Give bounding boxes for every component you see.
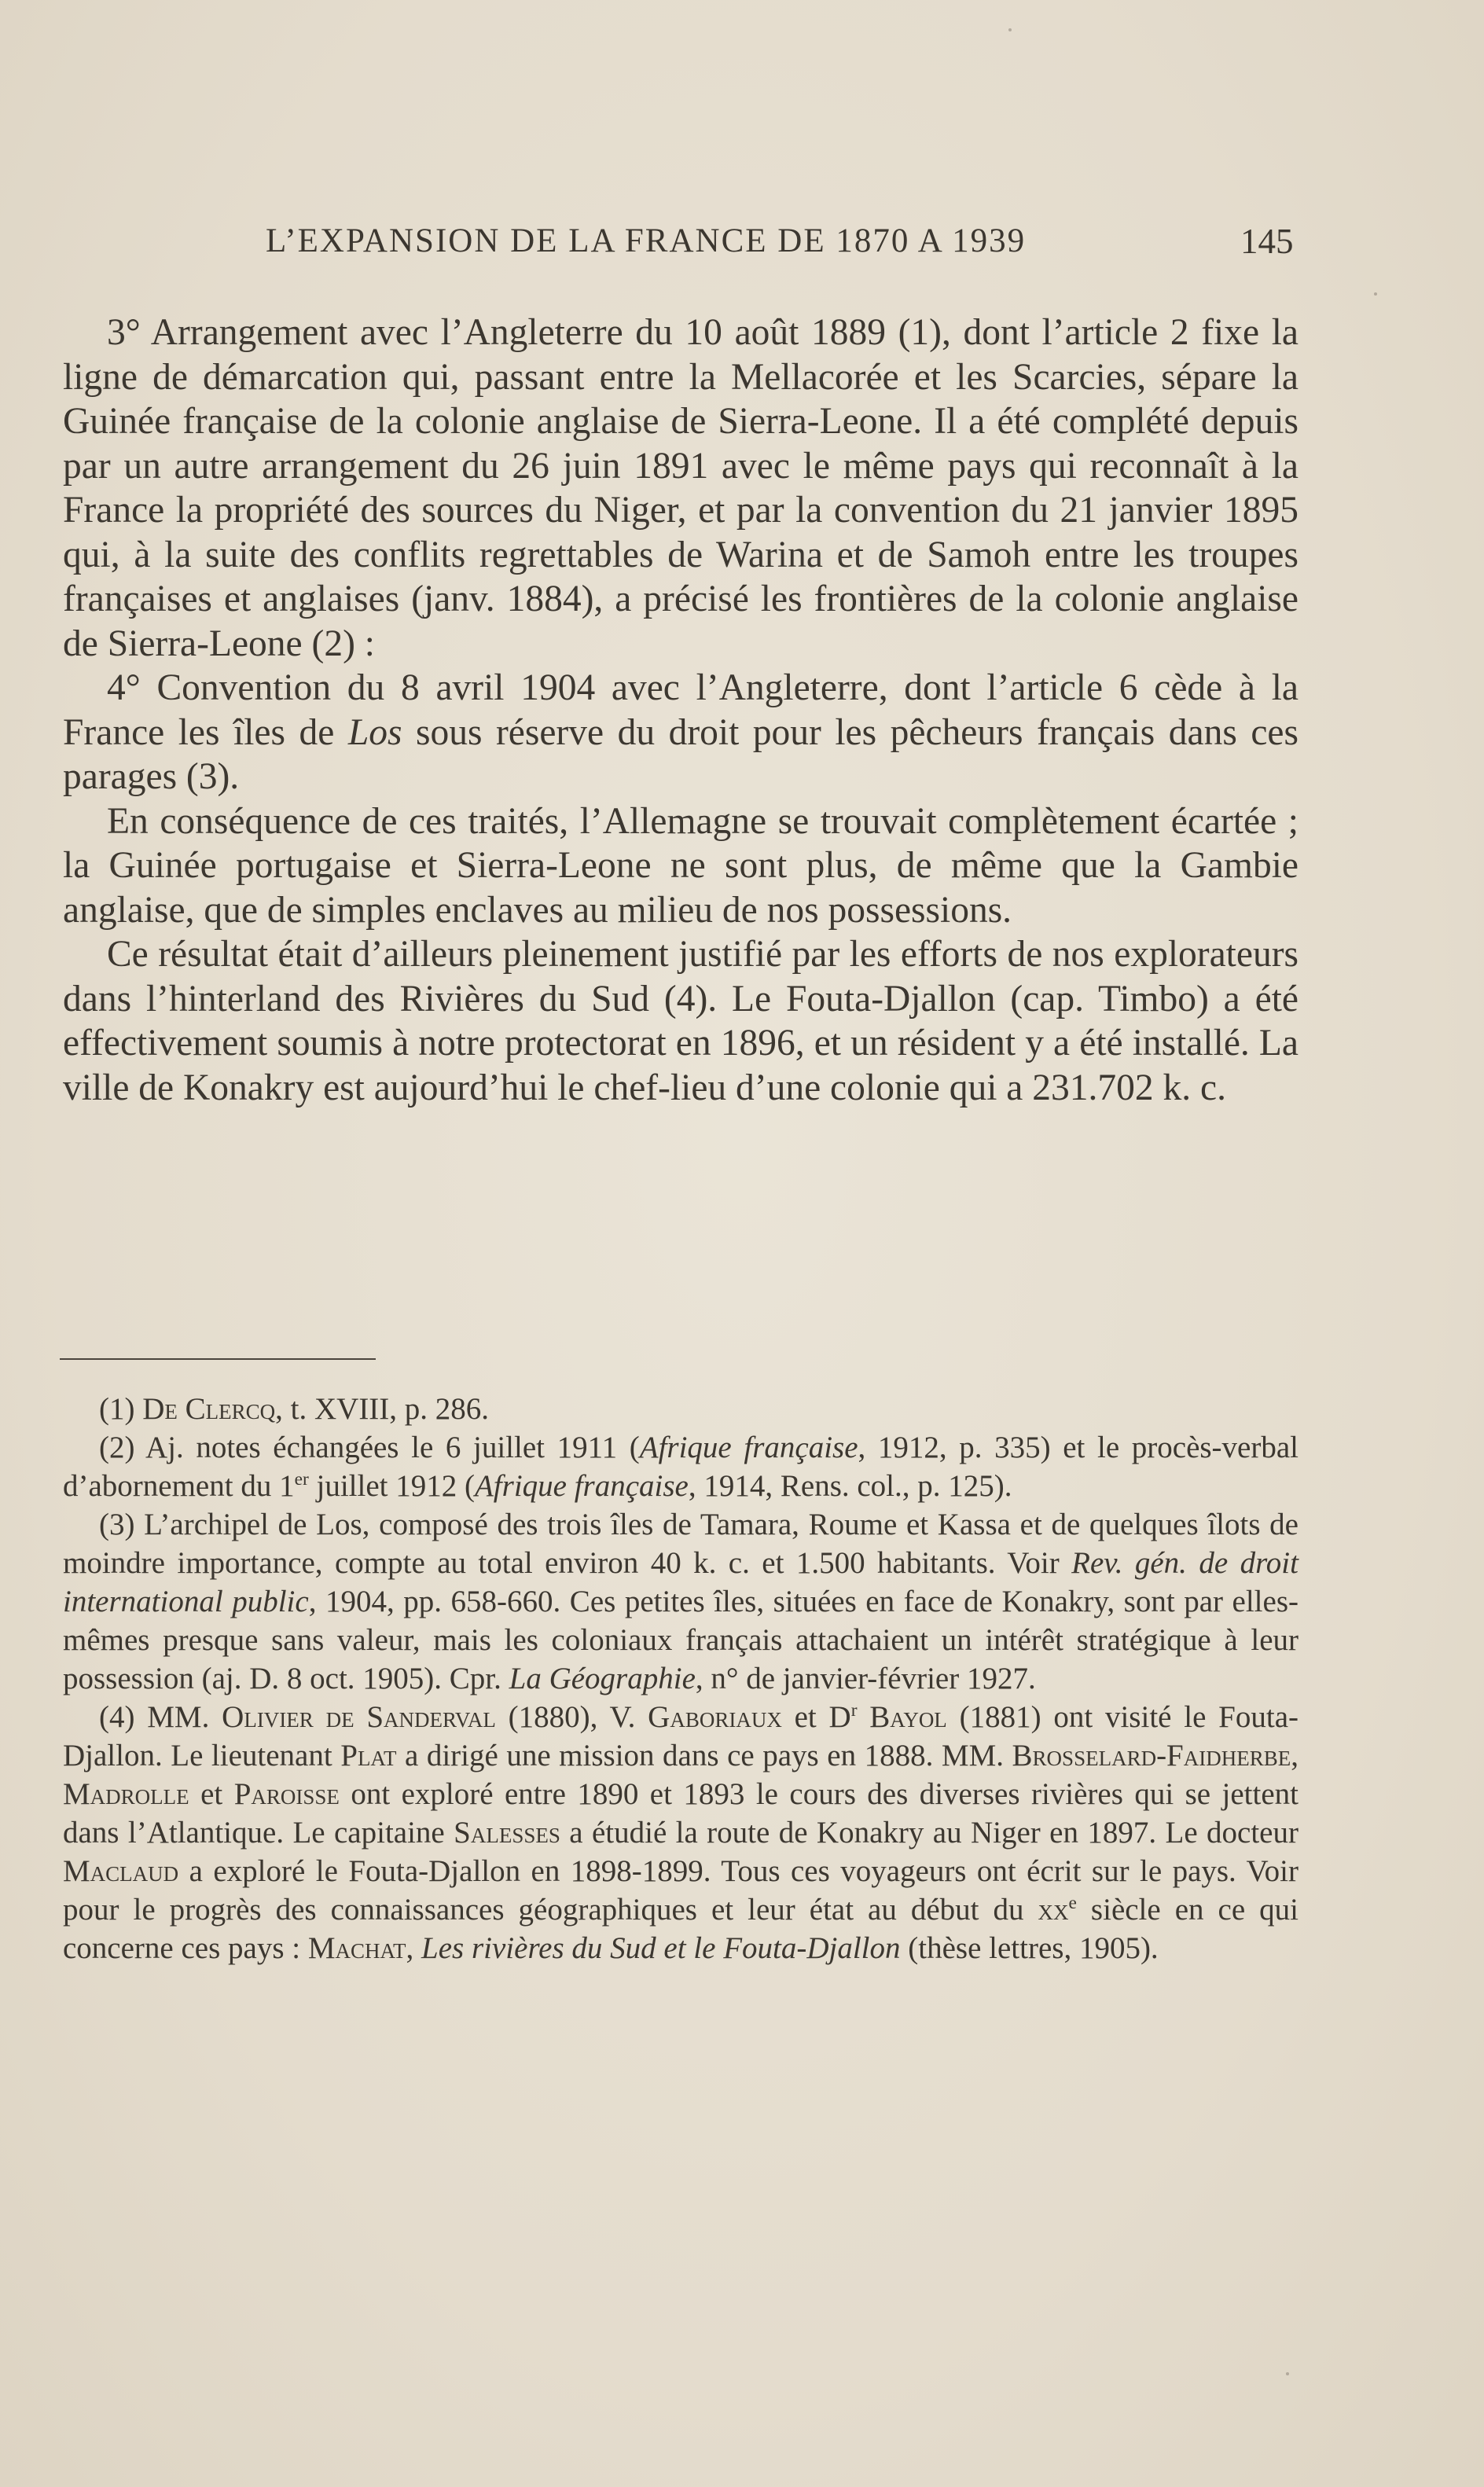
footnote-3 xyxy=(63,1505,1298,1698)
paragraph-consequence: En conséquence de ces traités, l’Allemagne se trouvait complètement écartée ; la Guinée portugaise et Sierra-Leone ne sont plus, de même que la Gambie anglaise, que de simples enclaves au milieu de nos possessions. xyxy=(63,800,1298,931)
footnote-2 xyxy=(63,1428,1298,1505)
note-text: , xyxy=(406,1931,422,1965)
journal-title: Afrique française xyxy=(474,1469,689,1503)
author-name: Olivier de Sanderval xyxy=(222,1700,496,1734)
note-text: (1) xyxy=(99,1392,143,1426)
paragraph-text: sous réserve du droit pour les pêcheurs français dans ces parages (3). xyxy=(63,711,1298,797)
author-name: Plat xyxy=(340,1739,397,1772)
work-title: Les rivières du Sud et le Fouta-Djallon xyxy=(421,1931,901,1965)
note-text: (2) Aj. notes échangées le 6 juillet 1911 ( xyxy=(99,1431,640,1464)
note-text: (1881) ont visité le Fouta-Djallon. Le lieutenant xyxy=(63,1700,1298,1772)
author-name: De Clercq xyxy=(142,1392,276,1426)
main-text xyxy=(63,310,1298,1110)
note-text: et D xyxy=(781,1700,851,1734)
note-text: a dirigé une mission dans ce pays en 1888. MM. xyxy=(396,1739,1012,1772)
note-text: siècle en ce qui concerne ces pays : xyxy=(63,1893,1298,1965)
note-text: a étudié la route de Konakry au Niger en 1897. Le docteur xyxy=(560,1816,1298,1850)
superscript: r xyxy=(850,1700,858,1721)
footnote-4 xyxy=(63,1698,1298,1967)
footnote-1 xyxy=(63,1390,1298,1428)
note-text: , t. XVIII, p. 286. xyxy=(275,1392,490,1426)
author-name: Brosselard-Faidherbe xyxy=(1012,1739,1291,1772)
paragraph-arrangement-1889: 3° Arrangement avec l’Angleterre du 10 août 1889 (1), dont l’article 2 fixe la ligne de démarcation qui, passant entre la Mellacorée et les Scarcies, sépare la Guinée française de la colonie anglaise de Sierra-Leone. Il a été complété depuis par un autre arrangement du 26 juin 1891 avec le même pays qui reconnaît à la France la propriété des sources du Niger, et par la convention du 21 janvier 1895 qui, à la suite des conflits regrettables de Warina et de Samoh entre les troupes françaises et anglaises (janv. 1884), a précisé les frontières de la colonie anglaise de Sierra-Leone (2) : xyxy=(63,312,1298,664)
paper-speck xyxy=(1008,28,1012,31)
note-text: (3) L’archipel de Los, composé des trois îles de Tamara, Roume et Kassa et de quelques îlots de moindre importance, compte au total environ 40 k. c. et 1.500 habitants. Voir xyxy=(63,1508,1298,1580)
note-text: , 1904, pp. 658-660. Ces petites îles, situées en face de Konakry, sont par elles-mêmes presque sans valeur, mais les coloniaux français attachaient un intérêt stratégique à leur possession (aj. D. 8 oct. 1905). Cpr. xyxy=(63,1585,1298,1695)
note-text: , 1914, Rens. col., p. 125). xyxy=(688,1469,1012,1503)
italic-term: Los xyxy=(347,711,402,753)
paper-speck xyxy=(1374,292,1377,296)
author-name: Maclaud xyxy=(63,1854,179,1888)
journal-title: La Géographie xyxy=(509,1662,696,1695)
paragraph-convention-1904 xyxy=(63,666,1298,799)
paragraph-text: 4° Convention du 8 avril 1904 avec l’Angleterre, dont l’article 6 cède à la France les îles de xyxy=(63,667,1298,753)
author-name: Paroisse xyxy=(233,1777,340,1811)
author-name: Machat xyxy=(307,1931,406,1965)
page-header xyxy=(0,214,1484,269)
note-text: et xyxy=(189,1777,234,1811)
footnote-rule xyxy=(60,1358,376,1360)
note-text: a exploré le Fouta-Djallon en 1898-1899. Tous ces voyageurs ont écrit sur le pays. Voir pour le progrès des connaissances géographiques et leur état au début du xyxy=(63,1854,1298,1927)
note-text xyxy=(858,1700,870,1734)
page-number: 145 xyxy=(1240,222,1294,261)
author-name: Madrolle xyxy=(63,1777,189,1811)
note-text: (1880), V. xyxy=(495,1700,648,1734)
superscript: er xyxy=(294,1469,309,1490)
note-text: ont exploré entre 1890 et 1893 le cours des diverses rivières qui se jettent dans l’Atlantique. Le capitaine xyxy=(63,1777,1298,1850)
journal-title: Afrique française xyxy=(639,1431,858,1464)
note-text: , xyxy=(1291,1739,1298,1772)
note-text: , 1912, p. 335) et le procès-verbal d’abornement du 1 xyxy=(63,1431,1298,1503)
journal-title: Rev. gén. de droit international public xyxy=(63,1546,1298,1618)
author-name: Gaboriaux xyxy=(648,1700,782,1734)
paragraph-result: Ce résultat était d’ailleurs pleinement justifié par les efforts de nos explorateurs dans l’hinterland des Rivières du Sud (4). Le Fouta-Djallon (cap. Timbo) a été effectivement soumis à notre protectorat en 1896, et un résident y a été installé. La ville de Konakry est aujourd’hui le chef-lieu d’une colonie qui a 231.702 k. c. xyxy=(63,934,1298,1108)
note-text: (thèse lettres, 1905). xyxy=(900,1931,1159,1965)
running-title: L’EXPANSION DE LA FRANCE DE 1870 A 1939 xyxy=(266,222,1027,259)
note-text: juillet 1912 ( xyxy=(308,1469,475,1503)
paper-speck xyxy=(1286,2372,1289,2375)
author-name: Bayol xyxy=(869,1700,947,1734)
note-text: (4) MM. xyxy=(99,1700,222,1734)
century-numeral: xx xyxy=(1038,1893,1069,1927)
footnotes xyxy=(63,1390,1298,1967)
superscript: e xyxy=(1068,1893,1077,1913)
note-text: , n° de janvier-février 1927. xyxy=(695,1662,1036,1695)
author-name: Salesses xyxy=(454,1816,560,1850)
